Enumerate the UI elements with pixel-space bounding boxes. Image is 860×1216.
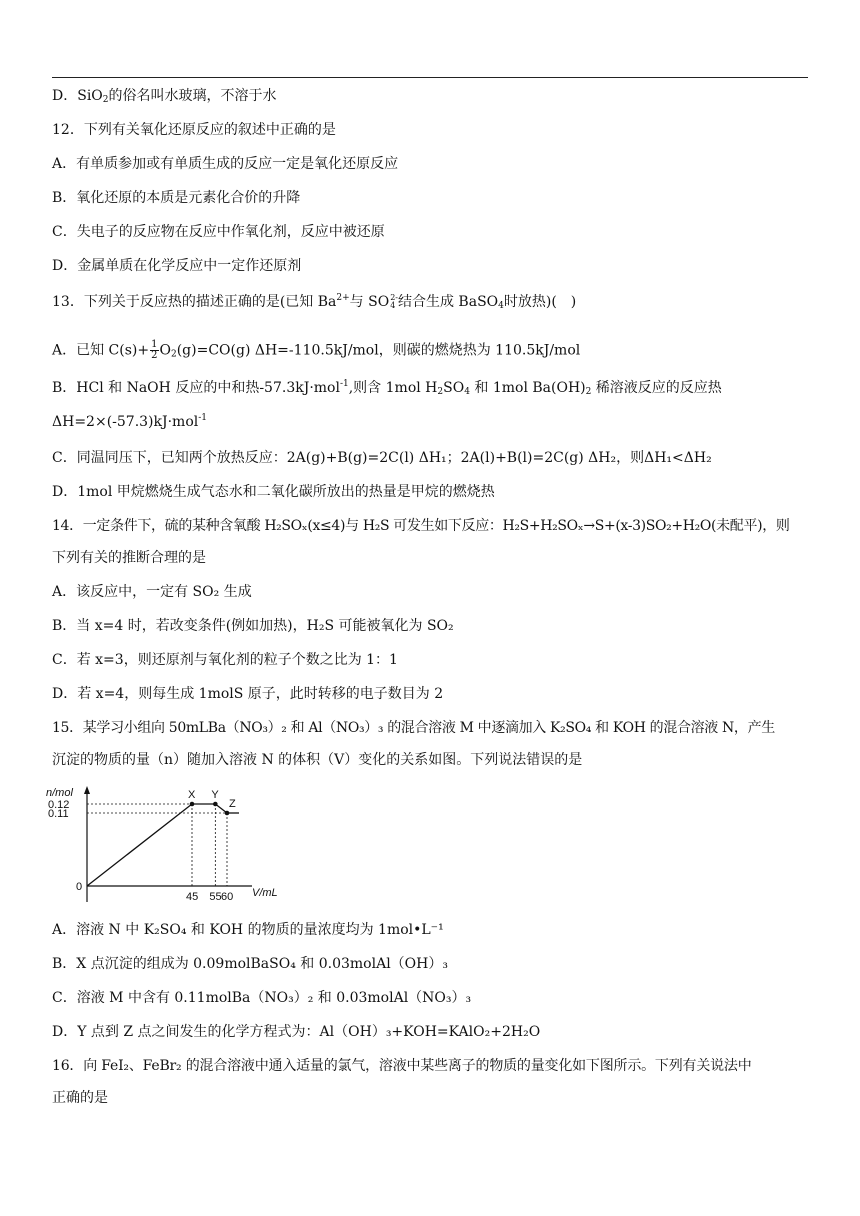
q13-option-d: D．1mol 甲烷燃烧生成气态水和二氧化碳所放出的热量是甲烷的燃烧热 [52, 484, 495, 500]
fraction-one-half: $\frac{1}{2}$ [151, 339, 158, 361]
point-X [190, 802, 195, 807]
q12-option-b: B．氧化还原的本质是元素化合价的升降 [52, 190, 301, 206]
q12-stem: 12．下列有关氧化还原反应的叙述中正确的是 [52, 122, 336, 138]
point-Y [213, 802, 218, 807]
point-label-Z: Z [229, 798, 236, 810]
q14-stem-line1: 14．一定条件下，硫的某种含氧酸 H₂SOₓ(x≤4)与 H₂S 可发生如下反应：H₂S+H₂SOₓ→S+(x-3)SO₂+H₂O(未配平)，则 [52, 518, 790, 534]
data-line [87, 804, 227, 886]
y-tick-label: 0.11 [48, 808, 69, 820]
q15-option-b: B．X 点沉淀的组成为 0.09molBaSO₄ 和 0.03molAl（OH）₃ [52, 956, 448, 972]
x-tick-label: 60 [221, 891, 234, 903]
y-axis-label: n/mol [46, 787, 73, 799]
q13-option-b-line2: ΔH=2×(-57.3)kJ·mol$^{-1}$ [52, 413, 208, 430]
x-axis-label: V/mL [252, 887, 278, 899]
sulfate-charge: 2- 4 [390, 293, 398, 310]
q14-option-d: D．若 x=4，则每生成 1molS 原子，此时转移的电子数目为 2 [52, 686, 444, 702]
q13-option-a: A．已知 C(s)+ $\frac{1}{2}$ $O_2(g)=CO(g)$ ΔH=-110.5kJ/mol，则碳的燃烧热为 110.5kJ/mol [52, 339, 581, 361]
header-rule [52, 77, 808, 78]
q12-option-c: C．失电子的反应物在反应中作氧化剂，反应中被还原 [52, 224, 385, 240]
q12-option-a: A．有单质参加或有单质生成的反应一定是氧化还原反应 [52, 156, 399, 172]
q15-stem-line1: 15．某学习小组向 50mLBa（NO₃）₂ 和 Al（NO₃）₃ 的混合溶液 M 中逐滴加入 K₂SO₄ 和 KOH 的混合溶液 N，产生 [52, 720, 775, 736]
q14-option-b: B．当 x=4 时，若改变条件(例如加热)，H₂S 可能被氧化为 SO₂ [52, 618, 454, 634]
precipitate-volume-chart [40, 782, 280, 904]
x-tick-label: 55 [209, 891, 222, 903]
q15-option-d: D．Y 点到 Z 点之间发生的化学方程式为：Al（OH）₃+KOH=KAlO₂+2H₂O [52, 1024, 541, 1040]
point-Z [225, 811, 230, 816]
point-label-X: X [188, 789, 196, 801]
q14-stem-line2: 下列有关的推断合理的是 [52, 550, 206, 566]
q16-stem-line2: 正确的是 [52, 1090, 108, 1106]
q13-stem: 13．下列关于反应热的描述正确的是(已知 $Ba^{2+}$与 SO 2- 4 结合生成 BaSO$_4$时放热)( ) [52, 293, 577, 311]
y-tick-label: 0.12 [48, 799, 70, 811]
q16-stem-line1: 16．向 FeI₂、FeBr₂ 的混合溶液中通入适量的氯气，溶液中某些离子的物质的量变化如下图所示。下列有关说法中 [52, 1058, 752, 1074]
q13-option-c: C．同温同压下，已知两个放热反应：2A(g)+B(g)=2C(l) ΔH₁；2A(l)+B(l)=2C(g) ΔH₂，则ΔH₁<ΔH₂ [52, 450, 712, 466]
q14-option-a: A．该反应中，一定有 SO₂ 生成 [52, 584, 252, 600]
x-tick-label: 45 [186, 891, 199, 903]
q15-option-a: A．溶液 N 中 K₂SO₄ 和 KOH 的物质的量浓度均为 1mol•L⁻¹ [52, 922, 444, 938]
q14-option-c: C．若 x=3，则还原剂与氧化剂的粒子个数之比为 1：1 [52, 652, 398, 668]
q11-option-d: D．SiO$_2$的俗名叫水玻璃，不溶于水 [52, 88, 277, 105]
q13-option-b: B．HCl 和 NaOH 反应的中和热-57.3kJ·mol$^{-1}$,则含 1mol $H_2SO_4$ 和 1mol $Ba(OH)_2$ 稀溶液反应的反应热 [52, 379, 722, 397]
q15-option-c: C．溶液 M 中含有 0.11molBa（NO₃）₂ 和 0.03molAl（NO₃）₃ [52, 990, 472, 1006]
origin-label: 0 [76, 881, 83, 893]
q12-option-d: D．金属单质在化学反应中一定作还原剂 [52, 258, 302, 274]
q15-stem-line2: 沉淀的物质的量（n）随加入溶液 N 的体积（V）变化的关系如图。下列说法错误的是 [52, 752, 583, 768]
point-label-Y: Y [211, 789, 219, 801]
y-axis-arrow [84, 786, 90, 794]
